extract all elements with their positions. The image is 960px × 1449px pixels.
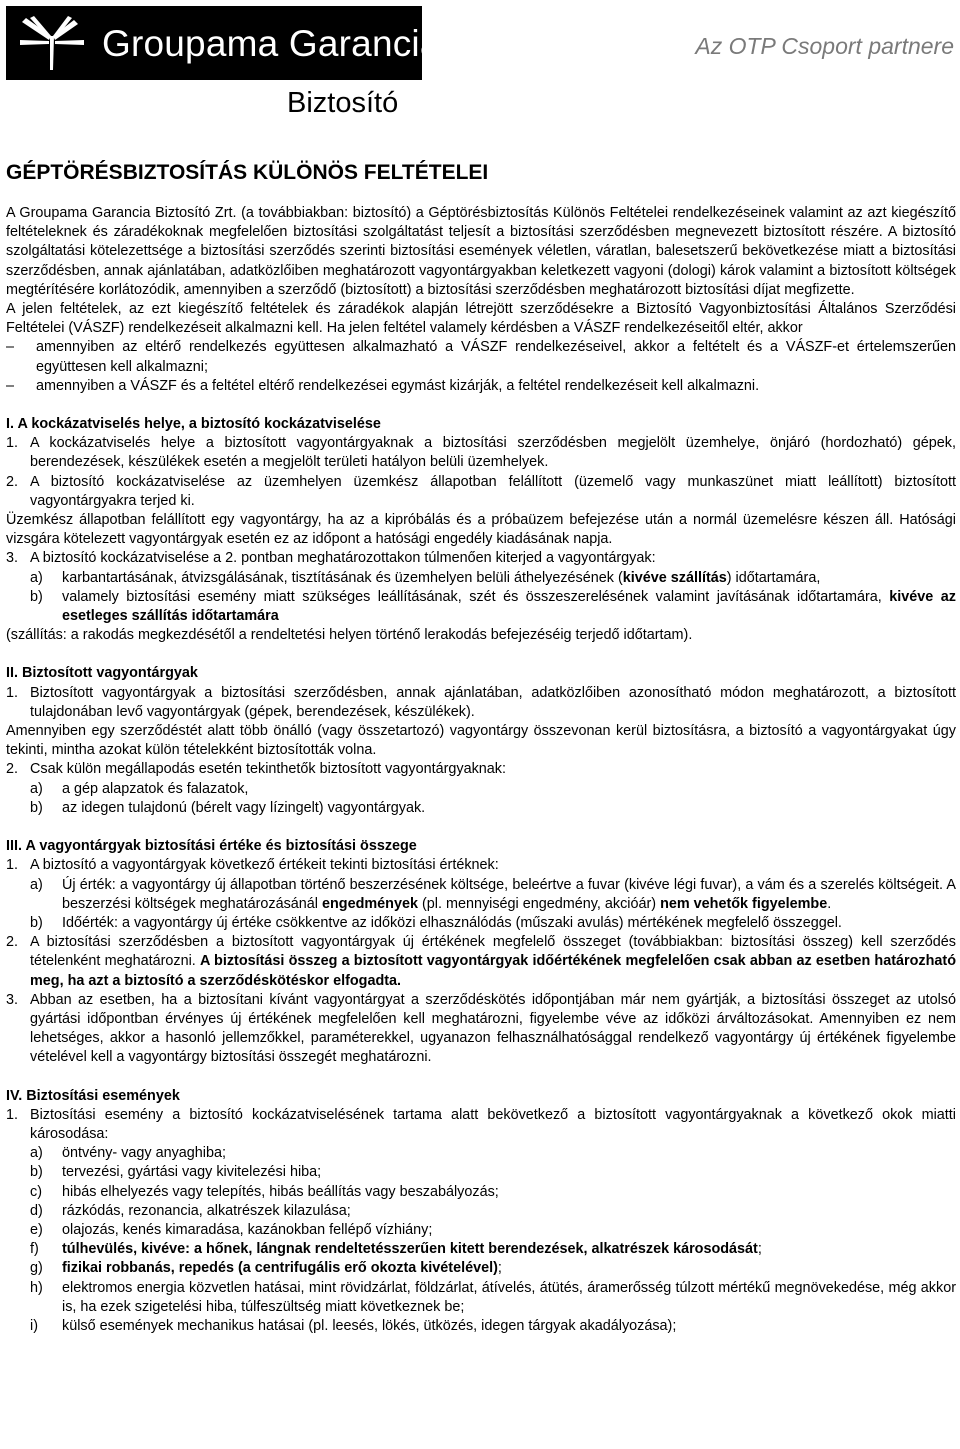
item-text: Abban az esetben, ha a biztosítani kívánt vagyontárgyat a szerződéskötés időpontjában már nem gyártják, a biztosítási összeget az utolsó gyártási időpontban érvényes új értékének megfelelően kell meghatározni, figyelembe véve az időközi árváltozásokat. Amennyiben ez nem lehetséges, akkor a hasonló jellemzőkkel, paraméterekkel, ugyanazon felhasználhatósággal rendelkező vagyontárgy új értékének figyelembe vételével kell a vagyontárgy biztosítási összegét meghatározni. xyxy=(30,991,956,1066)
sub-item-letter: a) xyxy=(30,876,43,893)
s4-sub-item-i xyxy=(30,1317,956,1336)
s1-item-2 xyxy=(6,473,956,511)
s3-sub-item-a xyxy=(30,876,956,914)
sub-item-letter: a) xyxy=(30,569,43,586)
item-text: A kockázatviselés helye a biztosított vagyontárgyaknak a biztosítási szerződésben megjelölt üzemhelye, önjáró (hordozható) gépek, berendezések, készülékek esetén a megjelölt területi hatályon belüli üzemhelyek. xyxy=(30,435,956,471)
sub-item-letter: c) xyxy=(30,1183,42,1200)
document-title: GÉPTÖRÉSBIZTOSÍTÁS KÜLÖNÖS FELTÉTELEI xyxy=(6,161,489,184)
s3-item-3 xyxy=(6,991,956,1068)
intro-paragraph-2: A jelen feltételek, az ezt kiegészítő feltételek és záradékok alapján létrejött szerződésekre a Biztosító Vagyonbiztosítási Általános Szerződési Feltételei (VÁSZF) rendelkezéseit alkalmazni kell. Ha jelen feltétel valamely kérdésben a VÁSZF rendelkezéseitől eltér, akkor xyxy=(6,301,956,337)
s3-item-2 xyxy=(6,933,956,991)
item-number: 3. xyxy=(6,550,19,567)
s1-item-3 xyxy=(6,549,956,568)
sub-brand: Biztosító xyxy=(287,87,399,119)
sub-item-text: karbantartásának, átvizsgálásának, tisztításának és üzemhelyen belüli áthelyezésének (kivéve szállítás) időtartamára, xyxy=(62,569,821,586)
document-body xyxy=(6,204,956,1336)
s1-item-1 xyxy=(6,434,956,472)
sub-item-text: hibás elhelyezés vagy telepítés, hibás beállítás vagy beszabályozás; xyxy=(62,1183,499,1200)
s4-sub-item-c xyxy=(30,1183,956,1202)
s3-item-1 xyxy=(6,856,956,875)
dash-marker: – xyxy=(6,377,15,394)
s4-item-1 xyxy=(6,1106,956,1144)
sub-item-text: túlhevülés, kivéve: a hőnek, lángnak rendeltetésszerűen kitett berendezések, alkatrészek károsodását; xyxy=(62,1241,762,1258)
item-text: Biztosítási esemény a biztosító kockázatviselésének tartama alatt bekövetkező a biztosított vagyontárgyaknak a következő okok miatti károsodása: xyxy=(30,1106,956,1142)
s4-sub-item-e xyxy=(30,1221,956,1240)
sub-item-text: elektromos energia közvetlen hatásai, mint rövidzárlat, földzárlat, átívelés, átütés, áramerősség túlzott mértékű megnövekedése, még akkor is, ha ezek szigetelési hiba, túlfeszültség miatt következnek be; xyxy=(62,1279,956,1315)
sub-item-text: valamely biztosítási esemény miatt szükséges leállításának, szét és összeszerelésének valamint javításának időtartamára, kivéve az esetleges szállítás időtartamára xyxy=(62,588,956,625)
sub-item-text: öntvény- vagy anyaghiba; xyxy=(62,1145,227,1162)
section-1-heading: I. A kockázatviselés helye, a biztosító kockázatviselése xyxy=(6,416,381,433)
item-number: 1. xyxy=(6,684,19,701)
s2-sub-item-b xyxy=(30,799,956,818)
item-number: 2. xyxy=(6,934,19,951)
item-text: A biztosító kockázatviselése az üzemhelyen üzemkész állapotban felállított (üzemelő vagy munkaszünet miatt leállított) biztosított vagyontárgyakra terjed ki. xyxy=(30,473,956,509)
intro-dash-item-1 xyxy=(6,338,956,376)
s1-transport-note: (szállítás: a rakodás megkezdésétől a rendeltetési helyen történő lerakodás befejezéséig terjedő időtartam). xyxy=(6,627,693,644)
sub-item-letter: b) xyxy=(30,588,43,605)
sub-item-letter: e) xyxy=(30,1221,43,1238)
s4-sub-item-g xyxy=(30,1259,956,1278)
brand-name: Groupama Garancia xyxy=(102,23,441,64)
dash-marker: – xyxy=(6,339,15,356)
s2-item-1-continuation: Amennyiben egy szerződéstét alatt több önálló (vagy összetartozó) vagyontárgy összevonan kerül biztosításra, a biztosító a vagyontárgyakat úgy tekinti, mintha azokat külön tételekként biztosították volna. xyxy=(6,723,956,759)
item-number: 1. xyxy=(6,1106,19,1123)
sub-item-text: az idegen tulajdonú (bérelt vagy lízingelt) vagyontárgyak. xyxy=(62,799,426,816)
sub-item-letter: b) xyxy=(30,914,43,931)
item-number: 3. xyxy=(6,991,19,1008)
sub-item-text: a gép alapzatok és falazatok, xyxy=(62,780,249,797)
item-number: 1. xyxy=(6,857,19,874)
item-text: A biztosító a vagyontárgyak következő értékeit tekinti biztosítási értéknek: xyxy=(30,857,499,874)
dash-item-text: amennyiben az eltérő rendelkezés együttesen alkalmazható a VÁSZF rendelkezéseivel, akkor a feltételt és a VÁSZF-et értelemszerűen együttesen kell alkalmazni; xyxy=(36,339,956,375)
item-text: A biztosítási szerződésben a biztosított vagyontárgyak új értékének megfelelő összeget (továbbiakban: biztosítási összeg) kell szerződés tételenként meghatározni. A biztosítási összeg a biztosított vagyontárgyak időértékének megfelelően csak abban az esetben határozható meg, ha azt a biztosító a szerződéskötéskor elfogadta. xyxy=(30,934,956,989)
s4-sub-item-h xyxy=(30,1279,956,1317)
sub-item-text: fizikai robbanás, repedés (a centrifugális erő okozta kivételével); xyxy=(62,1260,502,1277)
sub-item-text: rázkódás, rezonancia, alkatrészek kilazulása; xyxy=(62,1202,351,1219)
item-number: 1. xyxy=(6,435,19,452)
sub-item-text: tervezési, gyártási vagy kivitelezési hiba; xyxy=(62,1164,322,1181)
sub-item-letter: f) xyxy=(30,1241,39,1258)
s4-sub-item-a xyxy=(30,1144,956,1163)
sub-item-letter: i) xyxy=(30,1317,38,1334)
s1-sub-item-a xyxy=(30,569,956,588)
sub-item-text: Új érték: a vagyontárgy új állapotban történő beszerzésének költsége, beleértve a fuvar (kivéve légi fuvar), a vám és a szerelés költségeit. A beszerzési költségek meghatározásánál engedmények (pl. mennyiségi engedmény, akcióár) nem vehetők figyelembe. xyxy=(62,876,956,912)
sub-item-text: külső események mechanikus hatásai (pl. leesés, lökés, ütközés, idegen tárgyak akadályozása); xyxy=(62,1317,677,1334)
sub-item-letter: d) xyxy=(30,1202,43,1219)
item-text: A biztosító kockázatviselése a 2. pontban meghatározottakon túlmenően kiterjed a vagyontárgyak: xyxy=(30,550,656,567)
s3-sub-item-b xyxy=(30,914,956,933)
item-text: Csak külön megállapodás esetén tekinthetők biztosított vagyontárgyaknak: xyxy=(30,761,506,778)
s1-item-2-continuation: Üzemkész állapotban felállított egy vagyontárgy, ha az a kipróbálás és a próbaüzem befejezése után a normál üzemelésre készen áll. Hatósági vizsgára kötelezett vagyontárgyak esetén ez az időpont a hatósági engedély kiadásának napja. xyxy=(6,512,956,548)
intro-paragraph-1: A Groupama Garancia Biztosító Zrt. (a továbbiakban: biztosító) a Géptörésbiztosítás Különös Feltételei rendelkezéseinek valamint az azt kiegészítő feltételeknek és záradékoknak megfelelően biztosítási szolgáltatást teljesít a biztosítási szerződésben megnevezett biztosított részére. A biztosító szolgáltatási kötelezettsége a biztosítási szerződés szerinti biztosítási események véletlen, váratlan, balesetszerű bekövetkezése miatt a biztosítási szerződésben, annak ajánlatában, adatközlőiben meghatározott vagyontárgyakban keletkezett vagyoni (dologi) károk valamint a biztosított költségek megtérítésére korlátozódik, amennyiben a szerződő (biztosított) a biztosítási szerződésben meghatározott biztosítási díjat megfizette. xyxy=(6,205,956,298)
section-4-heading: IV. Biztosítási események xyxy=(6,1087,180,1104)
sub-item-letter: h) xyxy=(30,1279,43,1296)
s2-item-1 xyxy=(6,684,956,722)
s2-sub-item-a xyxy=(30,780,956,799)
sub-item-text: olajozás, kenés kimaradása, kazánokban fellépő vízhiány; xyxy=(62,1221,433,1238)
sub-item-letter: b) xyxy=(30,799,43,816)
sub-item-letter: b) xyxy=(30,1164,43,1181)
s4-sub-item-b xyxy=(30,1163,956,1182)
item-text: Biztosított vagyontárgyak a biztosítási szerződésben, annak ajánlatában, adatközlőiben azonosítható módon meghatározott, a biztosított tulajdonában levő vagyontárgyak (gépek, berendezések, készülékek). xyxy=(30,684,956,720)
partner-tagline: Az OTP Csoport partnere xyxy=(695,33,954,59)
s1-sub-item-b xyxy=(30,588,956,626)
s2-item-2 xyxy=(6,760,956,779)
section-3-heading: III. A vagyontárgyak biztosítási értéke és biztosítási összege xyxy=(6,838,417,855)
dash-item-text: amennyiben a VÁSZF és a feltétel eltérő rendelkezései egymást kizárják, a feltétel rendelkezéseit kell alkalmazni. xyxy=(36,377,760,394)
groupama-star-icon xyxy=(20,14,84,74)
item-number: 2. xyxy=(6,473,19,490)
sub-item-text: Időérték: a vagyontárgy új értéke csökkentve az időközi elhasználódás (műszaki avulás) mértékének megfelelő összeggel. xyxy=(62,914,842,931)
brand-logo xyxy=(6,6,441,80)
sub-item-letter: a) xyxy=(30,1145,43,1162)
section-2-heading: II. Biztosított vagyontárgyak xyxy=(6,665,198,682)
sub-item-letter: g) xyxy=(30,1260,43,1277)
sub-item-letter: a) xyxy=(30,780,43,797)
item-number: 2. xyxy=(6,761,19,778)
intro-dash-item-2 xyxy=(6,377,956,396)
s4-sub-item-d xyxy=(30,1202,956,1221)
s4-sub-item-f xyxy=(30,1240,956,1259)
